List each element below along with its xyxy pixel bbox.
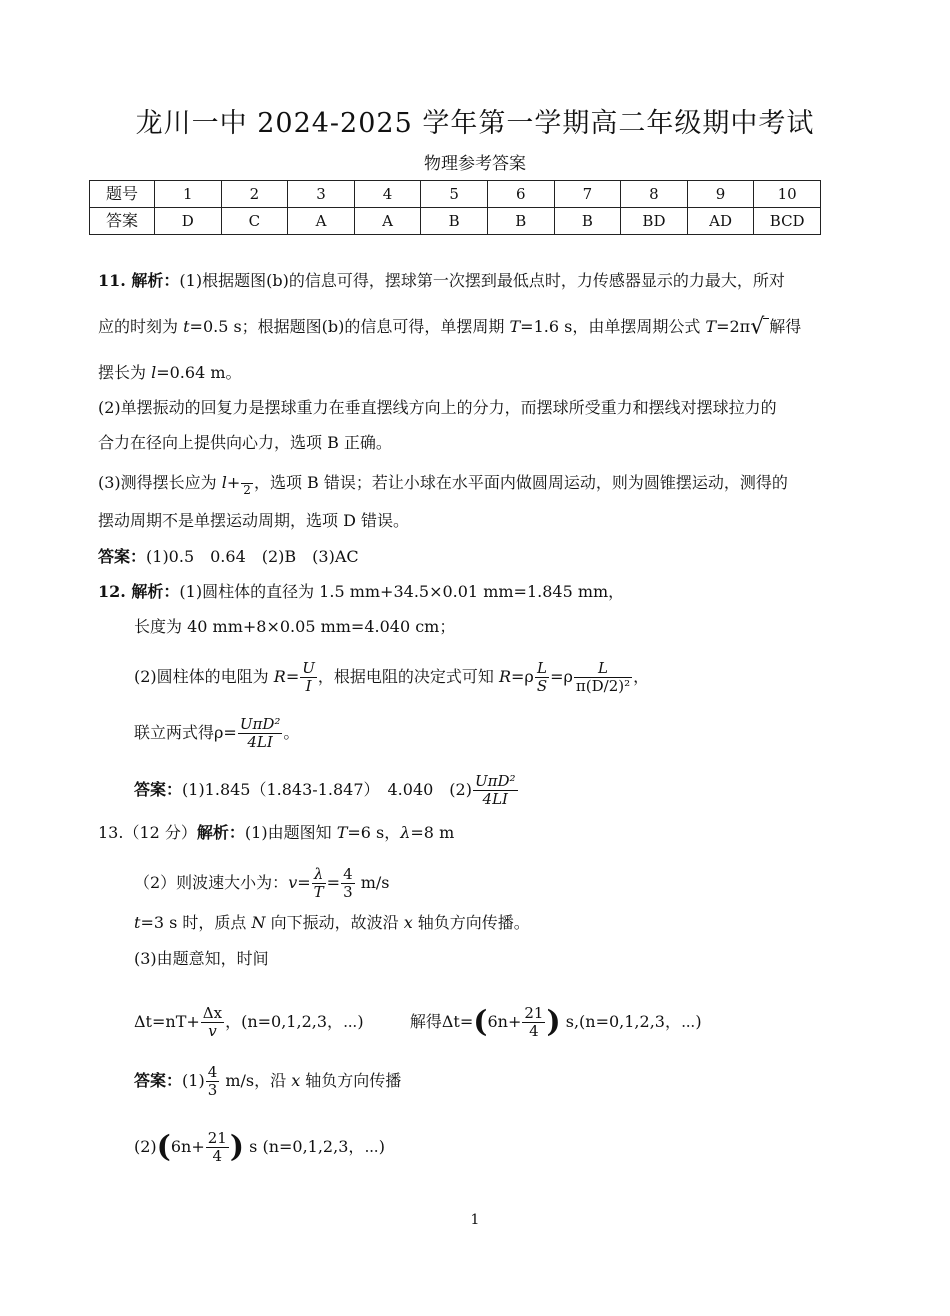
table-row-numbers	[90, 181, 821, 208]
q13-line-1: 13.（12 分）解析：(1)由题图知 T=6 s，λ=8 m	[98, 823, 455, 842]
table-cell: 8	[621, 181, 688, 208]
q11-line-1: 11. 解析：(1)根据题图(b)的信息可得，摆球第一次摆到最低点时，力传感器显示的力最大，所对	[98, 271, 785, 290]
table-cell: AD	[687, 208, 754, 235]
fraction: 2	[241, 471, 253, 496]
table-cell: 6	[487, 181, 554, 208]
q13-answer-2: (2)(6n+ $\frac{21}{4}$ ) s (n=0,1,2,3，⋯)	[134, 1129, 386, 1165]
fraction: $\frac{\text{UπD²}}{4LI}$	[474, 772, 516, 808]
table-cell: D	[155, 208, 222, 235]
table-cell: A	[354, 208, 421, 235]
table-cell: 1	[155, 181, 222, 208]
right-paren-icon: )	[546, 1004, 561, 1040]
q11-line-3: 摆长为 l=0.64 m。	[98, 363, 242, 382]
fraction: $\frac{L}{\text{π(D/2)²}}$	[575, 659, 631, 695]
q11-answer: 答案：(1)0.5 0.64 (2)B (3)AC	[98, 547, 359, 566]
fraction: $\frac{L}{S}$	[536, 659, 548, 695]
table-cell: BCD	[754, 208, 821, 235]
fraction: $\frac{U}{I}$	[302, 659, 315, 695]
table-cell: B	[487, 208, 554, 235]
left-paren-icon: (	[156, 1129, 171, 1165]
fraction: $\frac{4}{3}$	[207, 1063, 218, 1099]
q13-label: 13.（12 分）	[98, 823, 197, 842]
q12-label: 12. 解析：	[98, 582, 180, 601]
table-cell: C	[221, 208, 288, 235]
left-paren-icon: (	[473, 1004, 488, 1040]
sqrt-sign-icon: √	[750, 314, 765, 340]
table-cell: BD	[621, 208, 688, 235]
fraction: $\frac{21}{4}$	[207, 1129, 227, 1165]
table-cell: B	[421, 208, 488, 235]
q12-answer: 答案：(1)1.845（1.843-1.847） 4.040 (2) $\frac{\text{UπD²}}{4LI}$	[134, 772, 516, 808]
table-cell: 5	[421, 181, 488, 208]
q12-line-1: 12. 解析：(1)圆柱体的直径为 1.5 mm+34.5×0.01 mm=1.845 mm，	[98, 582, 625, 601]
fraction: $\frac{4}{3}$	[343, 865, 353, 901]
table-cell: 2	[221, 181, 288, 208]
right-paren-icon: )	[229, 1129, 245, 1165]
q11-line-2: 应的时刻为 t=0.5 s；根据题图(b)的信息可得，单摆周期 T=1.6 s，由单摆周期公式 T=2π√ 解得	[98, 314, 802, 340]
fraction: $\frac{\Delta x}{v}$	[202, 1004, 223, 1040]
table-row-answers	[90, 208, 821, 235]
q12-line-4: 联立两式得ρ= $\frac{\text{UπD²}}{4LI}$ 。	[134, 715, 300, 751]
table-cell: 7	[554, 181, 621, 208]
q13-line-3: t=3 s 时，质点 N 向下振动，故波沿 x 轴负方向传播。	[134, 913, 530, 932]
table-cell: A	[288, 208, 355, 235]
q12-line-3: (2)圆柱体的电阻为 R= $\frac{U}{I}$ ，根据电阻的决定式可知 R=ρ $\frac{L}{S}$ =ρ $\frac{L}{\text{π(D/2)²}}$ ，	[134, 659, 650, 695]
page-subtitle: 物理参考答案	[424, 154, 526, 174]
q13-line-5: Δt=nT+ $\frac{\Delta x}{v}$ ，(n=0,1,2,3，⋯) 解得Δt=(6n+ $\frac{21}{4}$ ) s,(n=0,1,2,3，⋯)	[134, 1004, 702, 1040]
page-number: 1	[470, 1212, 480, 1228]
fraction: $\frac{\lambda}{T}$	[313, 865, 324, 901]
q11-label: 11. 解析：	[98, 271, 180, 290]
q11-line-4: (2)单摆振动的回复力是摆球重力在垂直摆线方向上的分力，而摆球所受重力和摆线对摆球拉力的	[98, 398, 777, 417]
table-cell: 10	[754, 181, 821, 208]
q11-line-6: (3)测得摆长应为 l+ 2 ，选项 B 错误；若让小球在水平面内做圆周运动，则为圆锥摆运动，测得的	[98, 473, 788, 497]
table-cell: 3	[288, 181, 355, 208]
table-cell: B	[554, 208, 621, 235]
row-label: 答案	[90, 208, 155, 235]
q13-line-4: (3)由题意知，时间	[134, 949, 269, 968]
q11-line-5: 合力在径向上提供向心力，选项 B 正确。	[98, 433, 392, 452]
q12-line-2: 长度为 40 mm+8×0.05 mm=4.040 cm；	[134, 617, 456, 636]
answer-table	[89, 180, 821, 235]
page-title: 龙川一中 2024-2025 学年第一学期高二年级期中考试	[135, 108, 815, 139]
row-label: 题号	[90, 181, 155, 208]
q13-line-2: （2）则波速大小为：v= $\frac{\lambda}{T}$ = $\frac{4}{3}$ m/s	[134, 865, 390, 901]
fraction: $\frac{\text{UπD²}}{4LI}$	[239, 715, 281, 751]
table-cell: 9	[687, 181, 754, 208]
q11-line-7: 摆动周期不是单摆运动周期，选项 D 错误。	[98, 511, 410, 530]
table-cell: 4	[354, 181, 421, 208]
fraction: $\frac{21}{4}$	[524, 1004, 544, 1040]
q13-answer-1: 答案：(1) $\frac{4}{3}$ m/s，沿 x 轴负方向传播	[134, 1063, 402, 1099]
